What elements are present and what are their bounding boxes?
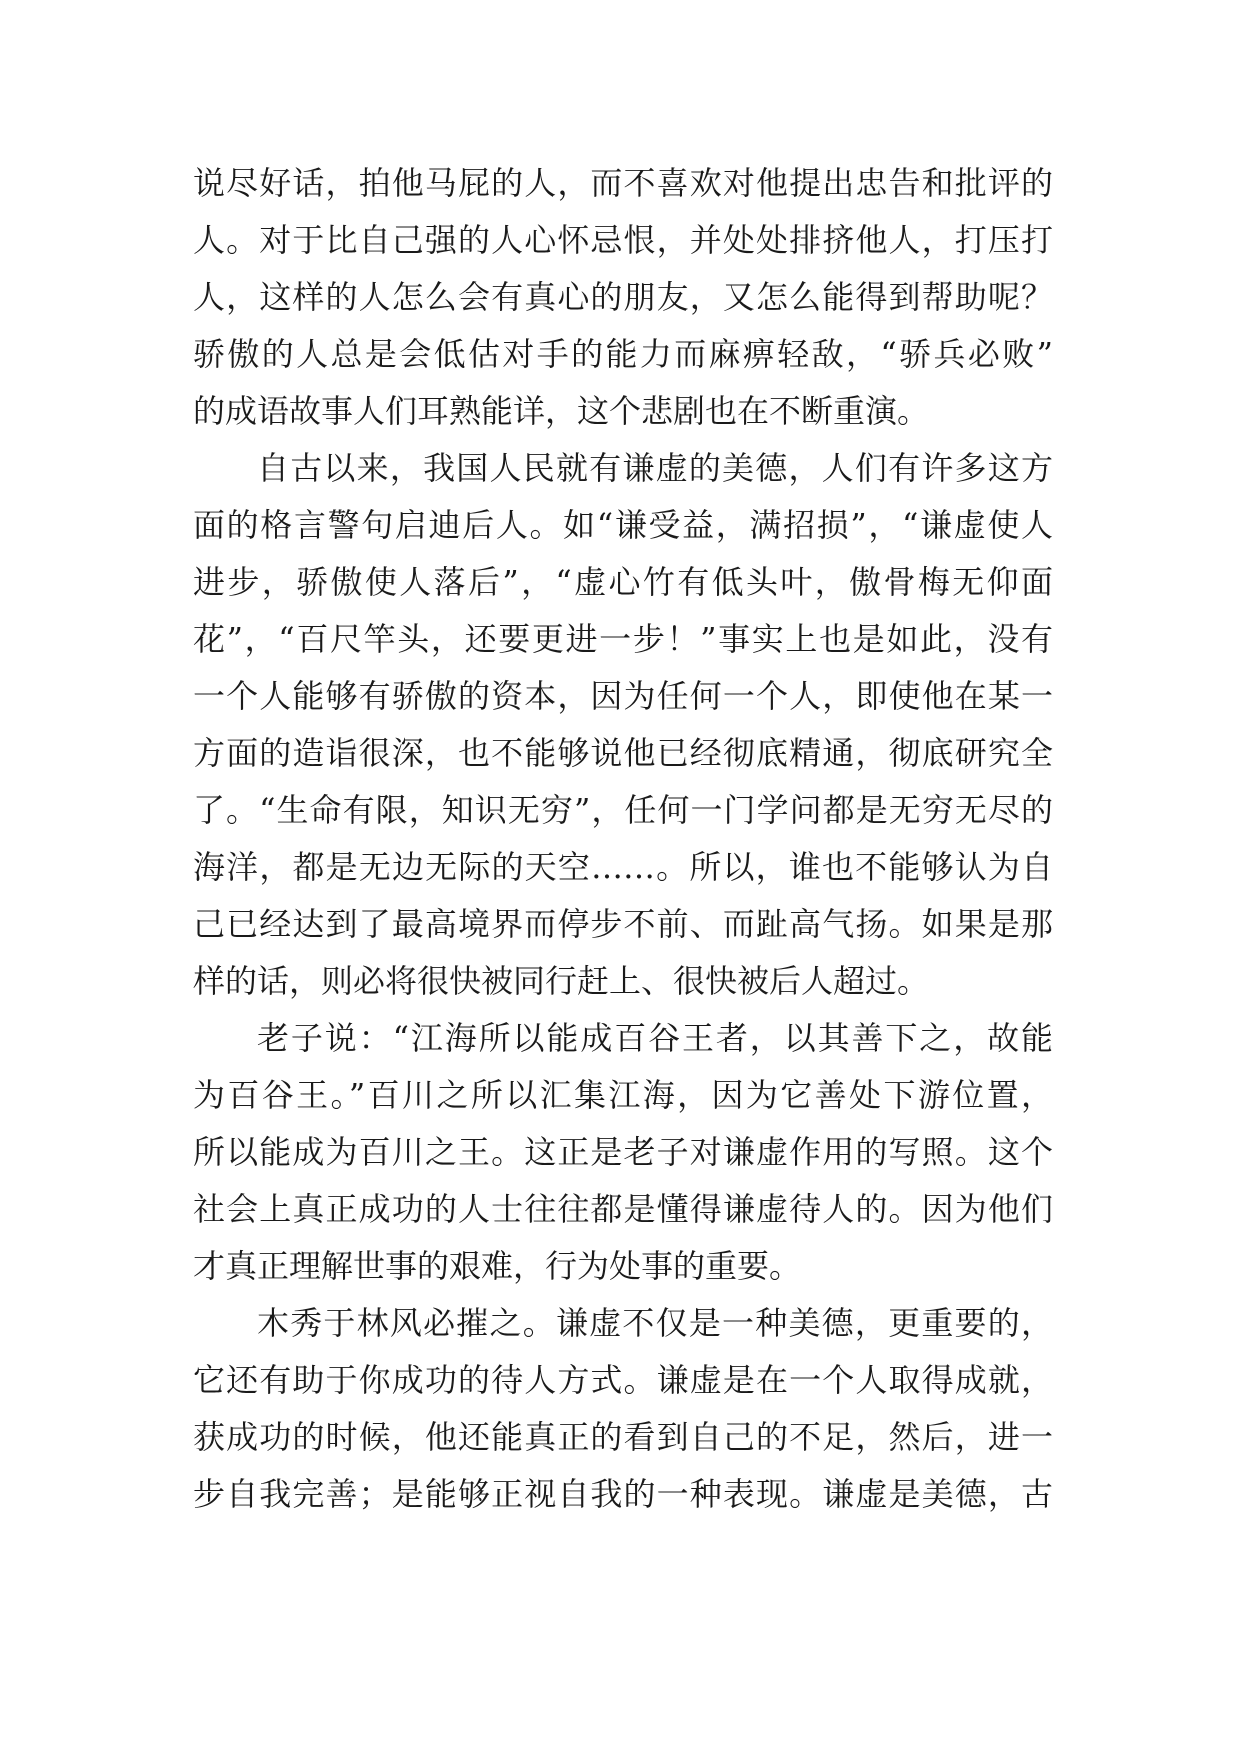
text-line: 老子说：“江海所以能成百谷王者，以其善下之，故能 (257, 1019, 1053, 1057)
text-line: 己已经达到了最高境界而停步不前、而趾高气扬。如果是那 (193, 905, 1053, 943)
text-line: 骄傲的人总是会低估对手的能力而麻痹轻敌，“骄兵必败” (193, 335, 1053, 373)
text-line: 获成功的时候，他还能真正的看到自己的不足，然后，进一 (193, 1418, 1053, 1456)
text-line: 社会上真正成功的人士往往都是懂得谦虚待人的。因为他们 (193, 1190, 1053, 1228)
text-line: 步自我完善；是能够正视自我的一种表现。谦虚是美德，古 (193, 1475, 1053, 1513)
text-line: 它还有助于你成功的待人方式。谦虚是在一个人取得成就， (193, 1361, 1053, 1399)
text-line: 才真正理解世事的艰难，行为处事的重要。 (193, 1247, 802, 1285)
text-line: 为百谷王。”百川之所以汇集江海，因为它善处下游位置， (193, 1076, 1053, 1114)
text-line: 人。对于比自己强的人心怀忌恨，并处处排挤他人，打压打 (193, 221, 1053, 259)
text-line: 一个人能够有骄傲的资本，因为任何一个人，即使他在某一 (193, 677, 1053, 715)
text-line: 说尽好话，拍他马屁的人，而不喜欢对他提出忠告和批评的 (193, 164, 1053, 202)
text-line: 的成语故事人们耳熟能详，这个悲剧也在不断重演。 (193, 392, 930, 430)
text-line: 进步，骄傲使人落后”，“虚心竹有低头叶，傲骨梅无仰面 (193, 563, 1053, 601)
text-line: 自古以来，我国人民就有谦虚的美德，人们有许多这方 (257, 449, 1053, 487)
text-line: 了。“生命有限，知识无穷”，任何一门学问都是无穷无尽的 (193, 791, 1053, 829)
text-line: 方面的造诣很深，也不能够说他已经彻底精通，彻底研究全 (193, 734, 1053, 772)
text-line: 花”，“百尺竿头，还要更进一步！”事实上也是如此，没有 (193, 620, 1053, 658)
text-line: 面的格言警句启迪后人。如“谦受益，满招损”，“谦虚使人 (193, 506, 1053, 544)
text-line: 样的话，则必将很快被同行赶上、很快被后人超过。 (193, 962, 930, 1000)
body-text (193, 155, 1053, 1523)
text-line: 人，这样的人怎么会有真心的朋友，又怎么能得到帮助呢？ (193, 278, 1053, 316)
text-line: 所以能成为百川之王。这正是老子对谦虚作用的写照。这个 (193, 1133, 1053, 1171)
text-line: 海洋，都是无边无际的天空……。所以，谁也不能够认为自 (193, 848, 1053, 886)
text-line: 木秀于林风必摧之。谦虚不仅是一种美德，更重要的， (257, 1304, 1053, 1342)
